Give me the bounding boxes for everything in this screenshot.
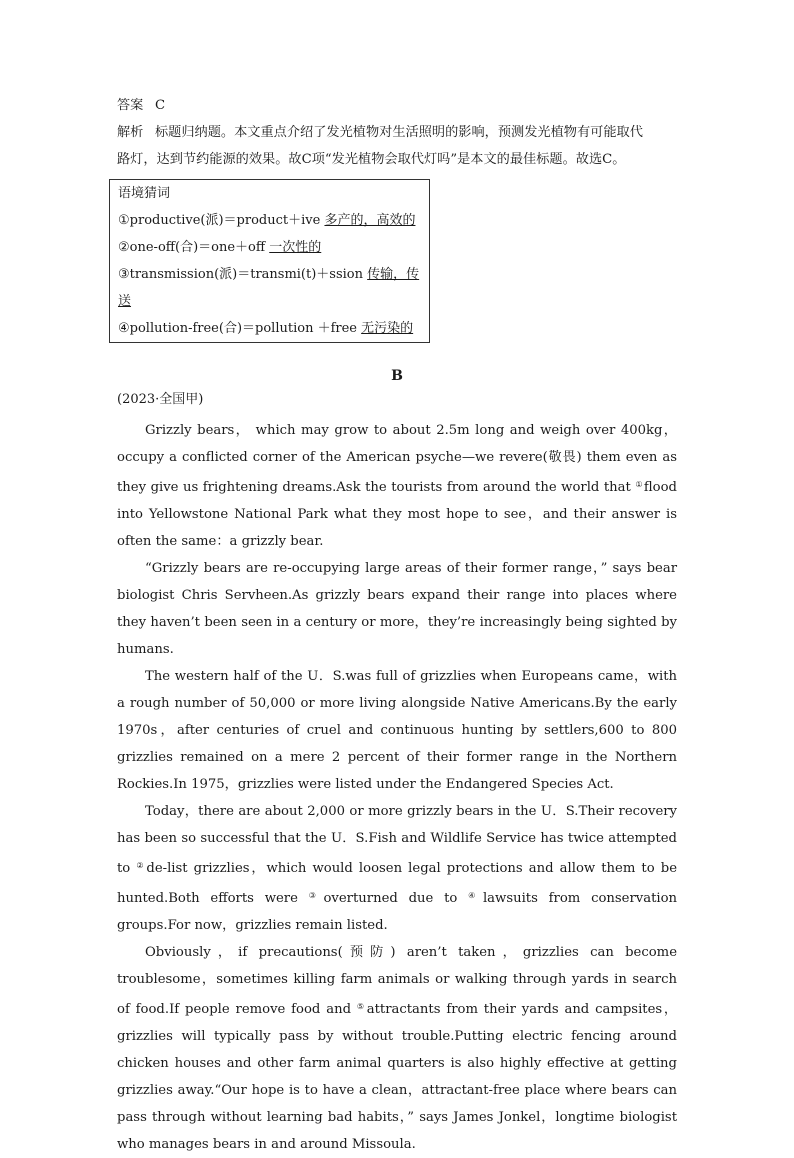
circled-marker: ⑤ <box>356 1002 366 1011</box>
vocab-title: 语境猜词 <box>118 186 171 201</box>
vocab-box <box>109 179 430 343</box>
paragraph-1: Grizzly bears， which may grow to about 2.5m long and weigh over 400kg， occupy a conflicted corner of the American psyche—we revere(敬畏) them even as they give us frightening dreams.Ask the tourists from around the world that ①flood into Yellowstone National Park what they most hope to see，and their answer is often the same：a grizzly bear. <box>117 423 677 549</box>
vocab-meaning: 传输，传送 <box>118 267 420 309</box>
analysis-line-2: 路灯，达到节约能源的效果。故C项“发光植物会取代灯吗”是本文的最佳标题。故选C。 <box>117 152 626 167</box>
circled-marker: ④ <box>468 891 482 900</box>
vocab-item: ①productive(派)＝product＋ive 多产的，高效的 <box>118 213 416 228</box>
answer-line <box>117 92 677 119</box>
answer-label: 答案 <box>117 98 144 113</box>
vocab-item: ②one-off(合)＝one＋off 一次性的 <box>118 240 322 255</box>
paragraph-5: Obviously，if precautions(预防) aren’t taken，grizzlies can become troublesome，sometimes killing farm animals or walking through yards in search of food.If people remove food and ⑤attractants from their yards and campsites，grizzlies will typically pass by without trouble.Putting electric fencing around chicken houses and other farm animal quarters is also highly effective at getting grizzlies away.“Our hope is to have a clean，attractant-free place where bears can pass through without learning bad habits，” says James Jonkel，longtime biologist who manages bears in and around Missoula. <box>117 945 678 1152</box>
circled-marker: ② <box>136 861 146 870</box>
paragraph-3: The western half of the U．S.was full of grizzlies when Europeans came，with a rough number of 50,000 or more living alongside Native Americans.By the early 1970s，after centuries of cruel and continuous hunting by settlers,600 to 800 grizzlies remained on a mere 2 percent of their former range in the Northern Rockies.In 1975，grizzlies were listed under the Endangered Species Act. <box>117 669 677 792</box>
vocab-item: ③transmission(派)＝transmi(t)＋ssion 传输，传送 <box>118 267 420 309</box>
paragraph-4: Today，there are about 2,000 or more grizzly bears in the U．S.Their recovery has been so successful that the U．S.Fish and Wildlife Service has twice attempted to ②de-list grizzlies，which would loosen legal protections and allow them to be hunted.Both efforts were ③overturned due to ④lawsuits from conservation groups.For now，grizzlies remain listed. <box>117 804 678 933</box>
analysis-label: 解析 <box>117 125 144 140</box>
paragraph-2: “Grizzly bears are re-occupying large areas of their former range，” says bear biologist Chris Servheen.As grizzly bears expand their range into places where they haven’t been seen in a century or more，they’re increasingly being sighted by humans. <box>117 561 677 657</box>
circled-marker: ③ <box>308 891 323 900</box>
analysis-text-1: 标题归纳题。本文重点介绍了发光植物对生活照明的影响，预测发光植物有可能取代 <box>155 125 643 140</box>
vocab-meaning: 一次性的 <box>269 240 322 255</box>
document-page <box>117 92 677 1158</box>
vocab-item: ④pollution-free(合)＝pollution ＋free 无污染的 <box>118 321 414 336</box>
analysis-line-1 <box>117 119 677 146</box>
vocab-meaning: 多产的，高效的 <box>324 213 416 228</box>
answer-value: C <box>155 98 166 113</box>
vocab-meaning: 无污染的 <box>361 321 414 336</box>
passage-title: B <box>391 368 403 384</box>
passage-source: (2023·全国甲) <box>117 392 204 407</box>
circled-marker: ① <box>635 480 643 489</box>
